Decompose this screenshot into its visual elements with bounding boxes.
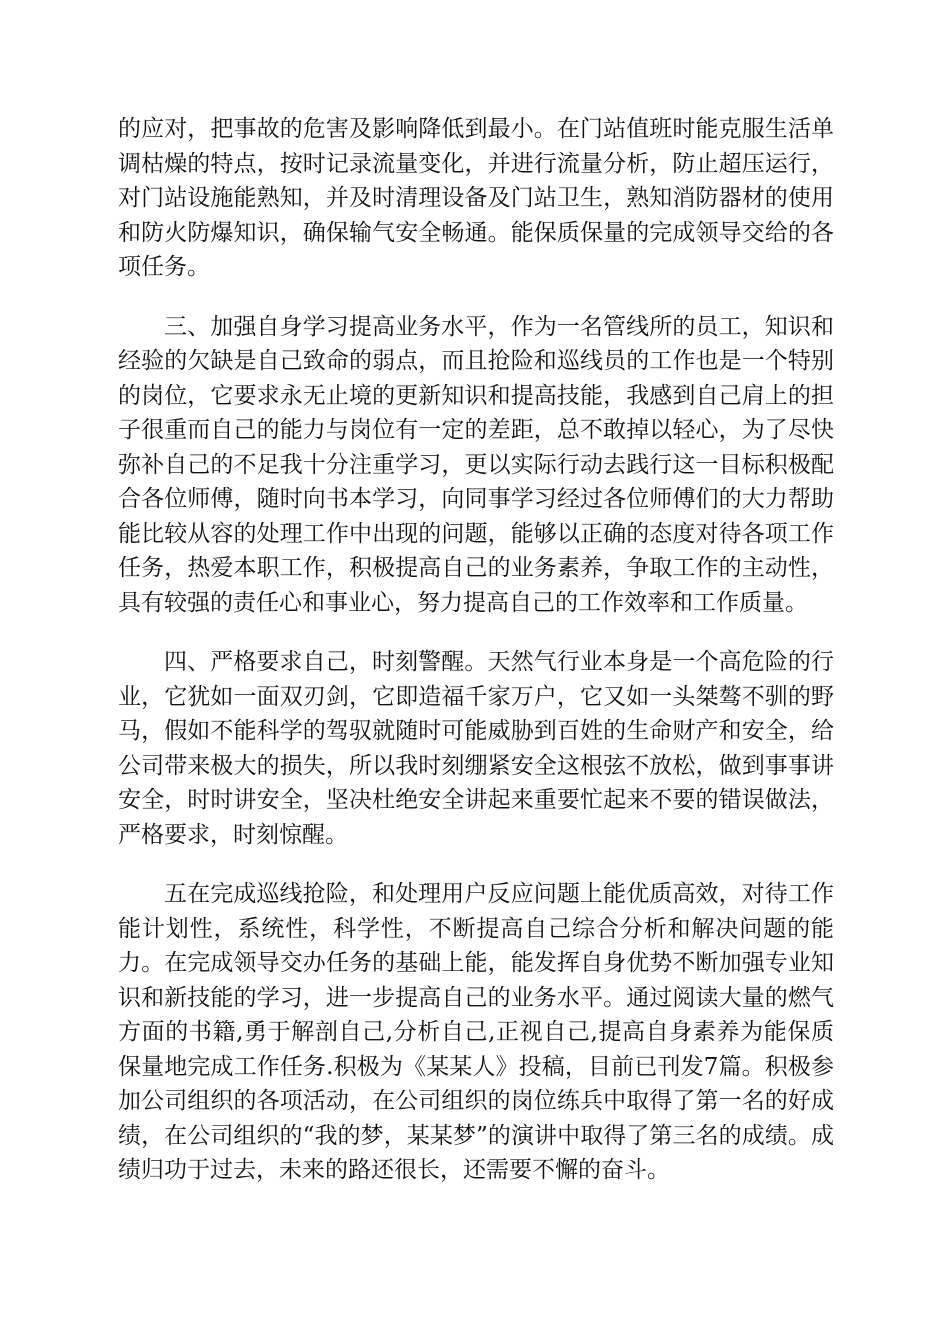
paragraph-section-3: 三、加强自身学习提高业务水平，作为一名管线所的员工，知识和经验的欠缺是自己致命的弱点，而且抢险和巡线员的工作也是一个特别的岗位，它要求永无止境的更新知识和提高技能，我感到自己肩上的担子很重而自己的能力与岗位有一定的差距，总不敢掉以轻心，为了尽快弥补自己的不足我十分注重学习，更以实际行动去践行这一目标积极配合各位师傅，随时向书本学习，向同事学习经过各位师傅们的大力帮助能比较从容的处理工作中出现的问题，能够以正确的态度对待各项工作任务，热爱本职工作，积极提高自己的业务素养，争取工作的主动性，具有较强的责任心和事业心，努力提高自己的工作效率和工作质量。 [118, 313, 834, 616]
paragraph-gap [118, 285, 834, 310]
document-page [118, 112, 834, 1188]
paragraph-section-5: 五在完成巡线抢险，和处理用户反应问题上能优质高效，对待工作能计划性，系统性，科学性，不断提高自己综合分析和解决问题的能力。在完成领导交办任务的基础上能，能发挥自身优势不断加强专业知识和新技能的学习，进一步提高自己的业务水平。通过阅读大量的燃气方面的书籍,勇于解剖自己,分析自己,正视自己,提高自身素养为能保质保量地完成工作任务.积极为《某某人》投稿，目前已刊发7篇。积极参加公司组织的各项活动，在公司组织的岗位练兵中取得了第一名的好成绩，在公司组织的“我的梦，某某梦”的演讲中取得了第三名的成绩。成绩归功于过去，未来的路还很长，还需要不懈的奋斗。 [118, 881, 834, 1183]
paragraph-gap [118, 620, 834, 645]
paragraph-continuation: 的应对，把事故的危害及影响降低到最小。在门站值班时能克服生活单调枯燥的特点，按时记录流量变化，并进行流量分析，防止超压运行，对门站设施能熟知，并及时清理设备及门站卫生，熟知消防器材的使用和防火防爆知识，确保输气安全畅通。能保质保量的完成领导交给的各项任务。 [118, 116, 834, 280]
paragraph-gap [118, 852, 834, 877]
paragraph-section-4: 四、严格要求自己，时刻警醒。天然气行业本身是一个高危险的行业，它犹如一面双刃剑，它即造福千家万户，它又如一头桀骜不驯的野马，假如不能科学的驾驭就随时可能威胁到百姓的生命财产和安全，给公司带来极大的损失，所以我时刻绷紧安全这根弦不放松，做到事事讲安全，时时讲安全，坚决杜绝安全讲起来重要忙起来不要的错误做法，严格要求，时刻惊醒。 [118, 649, 834, 848]
